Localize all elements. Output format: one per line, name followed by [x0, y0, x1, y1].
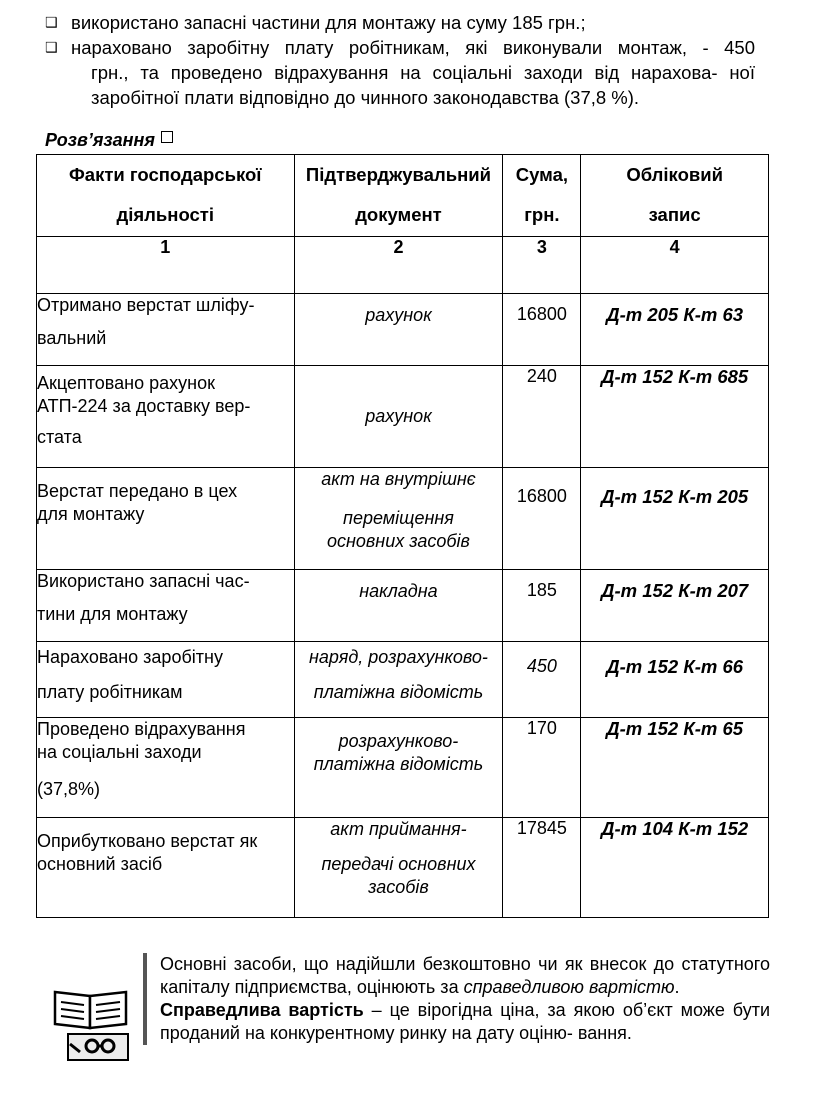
sum-cell: 450 [503, 642, 581, 718]
bullet-line: грн., та проведено відрахування на соціальні заходи від нарахова- ної [91, 62, 755, 83]
entry-cell: Д-т 152 К-т 65 [581, 718, 769, 818]
bullet-line: нараховано заробітну плату робітникам, які виконували монтаж, ‑ 450 [71, 37, 755, 58]
table-row [37, 366, 769, 468]
sum-cell: 185 [503, 570, 581, 642]
column-number-row [37, 237, 769, 294]
table-row [37, 642, 769, 718]
column-number: 2 [294, 237, 503, 294]
sum-cell: 17845 [503, 818, 581, 918]
accounting-table [36, 154, 769, 918]
note-paragraph: Справедлива вартість – це вірогідна ціна, за якою об’єкт може бути проданий на конкурентному ринку на дату оціню- вання. [160, 1000, 771, 1043]
bullet-item [45, 10, 755, 35]
fact-cell: Використано запасні час- тини для монтажу [37, 570, 295, 642]
document-cell: акт на внутрішнє переміщення основних засобів [294, 468, 503, 570]
sum-cell: 170 [503, 718, 581, 818]
fact-cell: Оприбутковано верстат як основний засіб [37, 818, 295, 918]
bullet-square-icon: ❑ [45, 39, 58, 55]
fair-value-note [143, 953, 770, 1045]
table-row [37, 294, 769, 366]
note-italic: справедливою вартістю [463, 977, 675, 997]
document-cell: накладна [294, 570, 503, 642]
bullet-continuation [45, 60, 755, 110]
note-term: Справедлива вартість [160, 1000, 364, 1020]
bullet-text: використано запасні частини для монтажу на суму 185 грн.; [71, 12, 586, 33]
entry-cell: Д-т 152 К-т 207 [581, 570, 769, 642]
document-cell: рахунок [294, 366, 503, 468]
bullet-square-icon: ❑ [45, 14, 58, 30]
header-document: Підтверджувальний документ [294, 155, 503, 237]
fact-cell: Проведено відрахування на соціальні заходи (37,8%) [37, 718, 295, 818]
entry-cell: Д-т 205 К-т 63 [581, 294, 769, 366]
table-header-row [37, 155, 769, 237]
fact-cell: Отримано верстат шліфу- вальний [37, 294, 295, 366]
fact-cell: Верстат передано в цех для монтажу [37, 468, 295, 570]
document-cell: акт приймання- передачі основних засобів [294, 818, 503, 918]
table-row [37, 468, 769, 570]
column-number: 4 [581, 237, 769, 294]
table-row [37, 718, 769, 818]
square-icon [161, 131, 173, 143]
bullet-text [71, 35, 755, 60]
header-facts: Факти господарської діяльності [37, 155, 295, 237]
column-number: 3 [503, 237, 581, 294]
sum-cell: 16800 [503, 468, 581, 570]
document-cell: рахунок [294, 294, 503, 366]
note-paragraph: Основні засоби, що надійшли безкоштовно чи як внесок до статутного капіталу підприємства, оцінюють за справедливою вартістю. [160, 954, 770, 997]
bullet-line: заробітної плати відповідно до чинного законодавства (37,8 %). [91, 87, 640, 108]
fact-cell: Акцептовано рахунок АТП-224 за доставку вер- стата [37, 366, 295, 468]
bullet-item [45, 35, 755, 60]
document-cell: розрахунково- платіжна відомість [294, 718, 503, 818]
sum-cell: 16800 [503, 294, 581, 366]
header-entry: Обліковий запис [581, 155, 769, 237]
fact-cell: Нараховано заробітну плату робітникам [37, 642, 295, 718]
column-number: 1 [37, 237, 295, 294]
table-row [37, 570, 769, 642]
table-row [37, 818, 769, 918]
document-cell: наряд, розрахунково- платіжна відомість [294, 642, 503, 718]
entry-cell: Д-т 152 К-т 685 [581, 366, 769, 468]
solution-heading-text: Розв’язання [45, 130, 155, 150]
header-sum: Сума, грн. [503, 155, 581, 237]
solution-heading [45, 130, 173, 151]
entry-cell: Д-т 104 К-т 152 [581, 818, 769, 918]
entry-cell: Д-т 152 К-т 205 [581, 468, 769, 570]
open-book-icon [50, 982, 132, 1062]
sum-cell: 240 [503, 366, 581, 468]
intro-bullets [45, 10, 755, 110]
entry-cell: Д-т 152 К-т 66 [581, 642, 769, 718]
